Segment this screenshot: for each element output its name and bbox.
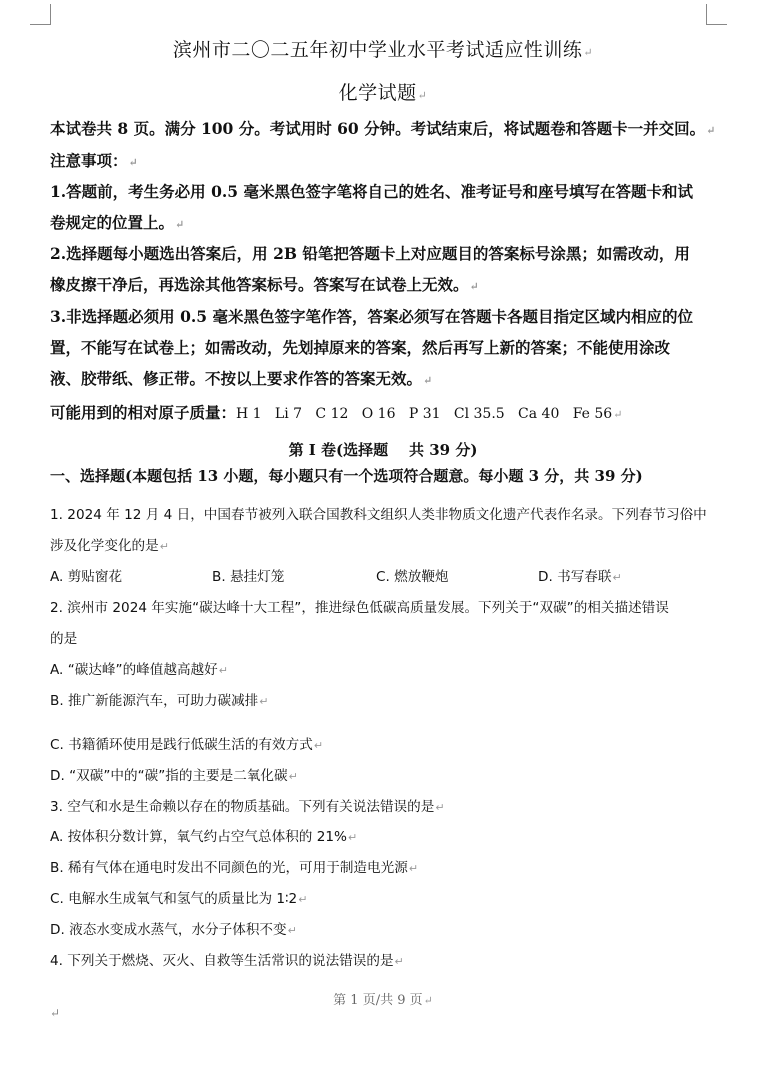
paragraph-mark-icon: ↵ — [288, 770, 298, 783]
paragraph-mark-icon: ↵ — [706, 124, 716, 137]
notice-heading: 注意事项：↵ — [50, 151, 138, 170]
q2-option-d: D. “双碳”中的“碳”指的主要是二氧化碳↵ — [50, 768, 298, 784]
q3-option-d: D. 液态水变成水蒸气，水分子体积不变↵ — [50, 922, 297, 938]
notice-item-1-line-2: 卷规定的位置上。↵ — [50, 213, 185, 232]
paragraph-mark-icon: ↵ — [612, 571, 622, 584]
trailing-paragraph-mark-icon: ↵ — [50, 1006, 61, 1020]
paragraph-mark-icon: ↵ — [159, 540, 169, 553]
q2-option-c: C. 书籍循环使用是践行低碳生活的有效方式↵ — [50, 737, 324, 753]
atomic-mass-label: 可能用到的相对原子质量： — [50, 403, 237, 422]
q1-option-d: D. 书写春联↵ — [538, 569, 622, 585]
paragraph-mark-icon: ↵ — [313, 739, 324, 752]
crop-mark-top-left — [30, 4, 51, 25]
exam-subtitle: 化学试题↵ — [338, 82, 428, 104]
paragraph-mark-icon: ↵ — [613, 408, 623, 421]
paragraph-mark-icon: ↵ — [583, 46, 594, 59]
atomic-mass-line — [50, 401, 622, 423]
paragraph-mark-icon: ↵ — [298, 893, 308, 906]
crop-mark-top-right — [706, 4, 727, 25]
notice-item-3-line-3: 液、胶带纸、修正带。不按以上要求作答的答案无效。↵ — [50, 369, 433, 388]
instructions-intro: 本试卷共 8 页。满分 100 分。考试用时 60 分钟。考试结束后，将试题卷和答题卡一并交回。↵ — [50, 119, 716, 138]
section-heading: 一、选择题(本题包括 13 小题，每小题只有一个选项符合题意。每小题 3 分，共 39 分) — [50, 467, 643, 485]
paragraph-mark-icon: ↵ — [287, 924, 297, 937]
notice-item-2-line-2: 橡皮擦干净后，再选涂其他答案标号。答案写在试卷上无效。↵ — [50, 275, 479, 294]
paragraph-mark-icon: ↵ — [435, 801, 445, 814]
paragraph-mark-icon: ↵ — [175, 218, 185, 231]
paragraph-mark-icon: ↵ — [347, 831, 358, 844]
page-footer: 第 1 页/共 9 页↵ — [333, 993, 433, 1008]
paragraph-mark-icon: ↵ — [423, 374, 433, 387]
paragraph-mark-icon: ↵ — [423, 994, 433, 1007]
q1-option-a: A. 剪贴窗花 — [50, 569, 123, 585]
paragraph-mark-icon: ↵ — [408, 862, 419, 875]
q2-option-a: A. “碳达峰”的峰值越高越好↵ — [50, 662, 228, 678]
q2-option-b: B. 推广新能源汽车，可助力碳减排↵ — [50, 693, 269, 709]
paragraph-mark-icon: ↵ — [469, 280, 479, 293]
notice-item-3-line-2: 置，不能写在试卷上；如需改动，先划掉原来的答案，然后再写上新的答案；不能使用涂改 — [50, 338, 671, 357]
q3-option-c: C. 电解水生成氧气和氢气的质量比为 1∶2↵ — [50, 891, 308, 907]
section-title: 第 Ⅰ 卷(选择题 共 39 分) — [288, 441, 478, 459]
q1-line-2: 涉及化学变化的是↵ — [50, 538, 169, 554]
notice-item-1-line-1: 1.答题前，考生务必用 0.5 毫米黑色签字笔将自己的姓名、准考证号和座号填写在答题卡和试 — [50, 182, 693, 201]
q1-line-1: 1. 2024 年 12 月 4 日，中国春节被列入联合国教科文组织人类非物质文化遗产代表作名录。下列春节习俗中 — [50, 507, 707, 523]
paragraph-mark-icon: ↵ — [128, 156, 138, 169]
paragraph-mark-icon: ↵ — [417, 89, 428, 102]
q3-option-a: A. 按体积分数计算，氧气约占空气总体积的 21%↵ — [50, 829, 358, 845]
q1-option-b: B. 悬挂灯笼 — [212, 569, 285, 585]
q1-option-c: C. 燃放鞭炮 — [376, 569, 449, 585]
notice-item-3-line-1: 3.非选择题必须用 0.5 毫米黑色签字笔作答，答案必须写在答题卡各题目指定区域内相应的位 — [50, 307, 693, 326]
atomic-mass-values: H 1 Li 7 C 12 O 16 P 31 Cl 35.5 Ca 40 Fe 56 — [236, 406, 613, 422]
notice-item-2-line-1: 2.选择题每小题选出答案后，用 2B 铅笔把答题卡上对应题目的答案标号涂黑；如需改动，用 — [50, 244, 690, 263]
q2-line-1: 2. 滨州市 2024 年实施“碳达峰十大工程”，推进绿色低碳高质量发展。下列关于“双碳”的相关描述错误 — [50, 600, 669, 616]
q2-line-2: 的是 — [50, 631, 78, 647]
exam-title: 滨州市二〇二五年初中学业水平考试适应性训练↵ — [172, 39, 594, 61]
paragraph-mark-icon: ↵ — [218, 664, 228, 677]
paragraph-mark-icon: ↵ — [259, 695, 269, 708]
q4-line-1: 4. 下列关于燃烧、灭火、自救等生活常识的说法错误的是↵ — [50, 953, 404, 969]
q3-line-1: 3. 空气和水是生命赖以存在的物质基础。下列有关说法错误的是↵ — [50, 799, 445, 815]
paragraph-mark-icon: ↵ — [394, 955, 404, 968]
q3-option-b: B. 稀有气体在通电时发出不同颜色的光，可用于制造电光源↵ — [50, 860, 419, 876]
